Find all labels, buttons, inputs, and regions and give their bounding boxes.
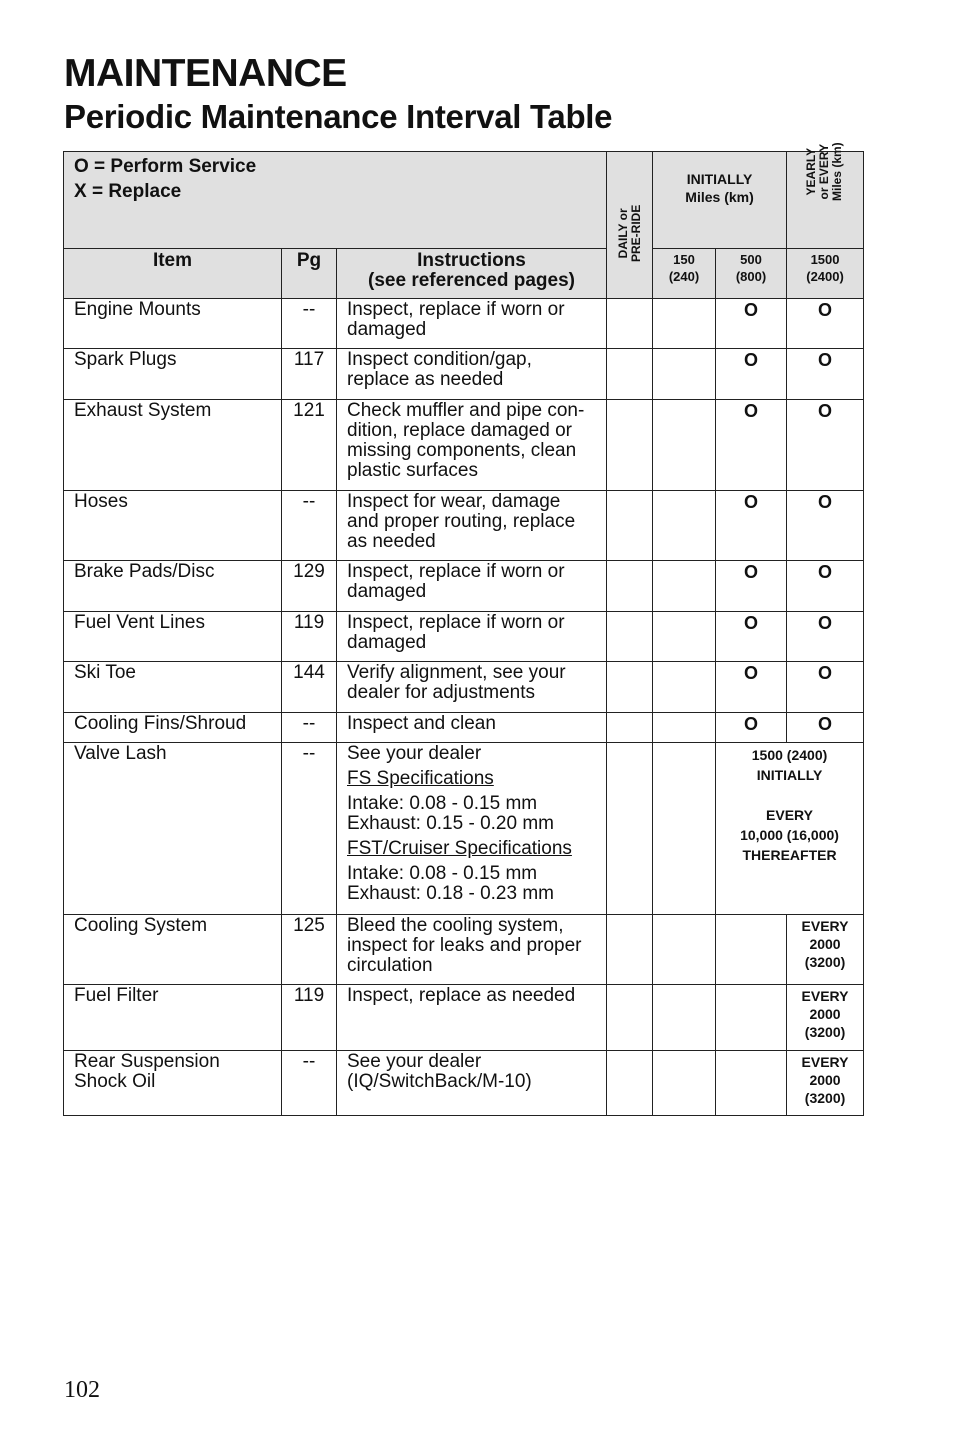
row-daily bbox=[607, 662, 653, 713]
valve-note-line5: THEREAFTER bbox=[742, 847, 837, 863]
row-item: Fuel Filter bbox=[64, 985, 282, 1051]
daily-line2: PRE-RIDE bbox=[628, 204, 643, 262]
row-pg: 125 bbox=[282, 915, 337, 985]
table-row bbox=[64, 612, 864, 662]
table-row bbox=[64, 299, 864, 349]
yearly-line3: Miles (km) bbox=[830, 142, 845, 201]
initially-header bbox=[653, 152, 787, 249]
row-instructions: Bleed the cooling system, inspect for leaks and proper circulation bbox=[337, 915, 607, 985]
instructions-header-line2: (see referenced pages) bbox=[368, 270, 576, 291]
row-instructions bbox=[337, 743, 607, 915]
row-item: Rear Suspension Shock Oil bbox=[64, 1051, 282, 1116]
row-instructions: Inspect, replace as needed bbox=[337, 985, 607, 1051]
row-item: Cooling Fins/Shroud bbox=[64, 713, 282, 743]
row-instructions: See your dealer (IQ/SwitchBack/M-10) bbox=[337, 1051, 607, 1116]
table-row-valve-lash bbox=[64, 743, 864, 915]
row-1500: O bbox=[787, 349, 864, 400]
row-pg: 119 bbox=[282, 985, 337, 1051]
instructions-header-line1: Instructions bbox=[417, 250, 526, 271]
row-pg: -- bbox=[282, 713, 337, 743]
row-daily bbox=[607, 400, 653, 491]
row-item: Exhaust System bbox=[64, 400, 282, 491]
row-instructions: Inspect, replace if worn or damaged bbox=[337, 561, 607, 612]
row-150 bbox=[653, 743, 716, 915]
row-instructions: Verify alignment, see your dealer for adjustments bbox=[337, 662, 607, 713]
legend-replace: X = Replace bbox=[74, 181, 182, 202]
valve-fst-intake: Intake: 0.08 - 0.15 mm bbox=[347, 863, 538, 884]
row-pg: 144 bbox=[282, 662, 337, 713]
table-row bbox=[64, 400, 864, 491]
row-500: O bbox=[716, 713, 787, 743]
row-daily bbox=[607, 561, 653, 612]
row-item: Hoses bbox=[64, 491, 282, 561]
row-daily bbox=[607, 1051, 653, 1116]
col-1500-km: (2400) bbox=[806, 269, 844, 284]
row-pg: -- bbox=[282, 1051, 337, 1116]
row-pg: -- bbox=[282, 491, 337, 561]
col-500-header bbox=[716, 249, 787, 299]
row-150 bbox=[653, 612, 716, 662]
row-instructions: Inspect and clean bbox=[337, 713, 607, 743]
row-pg: 121 bbox=[282, 400, 337, 491]
table-row bbox=[64, 561, 864, 612]
row-item: Valve Lash bbox=[64, 743, 282, 915]
table-row bbox=[64, 662, 864, 713]
row-pg: 119 bbox=[282, 612, 337, 662]
row-instructions: Inspect condition/gap, replace as needed bbox=[337, 349, 607, 400]
row-item: Ski Toe bbox=[64, 662, 282, 713]
yearly-header bbox=[787, 142, 864, 249]
row-daily bbox=[607, 299, 653, 349]
row-instructions: Check muffler and pipe con-dition, replace damaged or missing components, clean plastic surfaces bbox=[337, 400, 607, 491]
row-500: O bbox=[716, 491, 787, 561]
every-km: (3200) bbox=[804, 954, 846, 970]
row-500 bbox=[716, 915, 787, 985]
every-km: (3200) bbox=[804, 1024, 846, 1040]
pg-header: Pg bbox=[282, 249, 337, 299]
col-500-km: (800) bbox=[735, 269, 767, 284]
row-pg: 117 bbox=[282, 349, 337, 400]
row-pg: 129 bbox=[282, 561, 337, 612]
row-150 bbox=[653, 985, 716, 1051]
valve-note-line3: EVERY bbox=[766, 807, 813, 823]
row-daily bbox=[607, 491, 653, 561]
table-row bbox=[64, 985, 864, 1051]
table-row bbox=[64, 1051, 864, 1116]
valve-line-dealer: See your dealer bbox=[347, 743, 482, 764]
row-daily bbox=[607, 349, 653, 400]
page-number: 102 bbox=[64, 1377, 100, 1403]
row-500 bbox=[716, 1051, 787, 1116]
valve-fs-exhaust: Exhaust: 0.15 - 0.20 mm bbox=[347, 813, 554, 834]
row-500: O bbox=[716, 662, 787, 713]
row-item: Fuel Vent Lines bbox=[64, 612, 282, 662]
every-label: EVERY bbox=[801, 988, 849, 1004]
every-miles: 2000 bbox=[809, 936, 841, 952]
row-500: O bbox=[716, 612, 787, 662]
yearly-line1: YEARLY bbox=[804, 147, 819, 196]
row-150 bbox=[653, 561, 716, 612]
row-150 bbox=[653, 491, 716, 561]
row-1500: O bbox=[787, 400, 864, 491]
row-item: Engine Mounts bbox=[64, 299, 282, 349]
row-1500: O bbox=[787, 662, 864, 713]
row-1500: O bbox=[787, 299, 864, 349]
valve-fs-intake: Intake: 0.08 - 0.15 mm bbox=[347, 793, 538, 814]
row-every bbox=[787, 985, 864, 1051]
page-title: MAINTENANCE bbox=[64, 52, 347, 95]
row-daily bbox=[607, 743, 653, 915]
every-label: EVERY bbox=[801, 1054, 849, 1070]
row-500 bbox=[716, 985, 787, 1051]
table-row bbox=[64, 349, 864, 400]
row-150 bbox=[653, 299, 716, 349]
table-row bbox=[64, 713, 864, 743]
row-1500: O bbox=[787, 491, 864, 561]
item-header: Item bbox=[64, 249, 282, 299]
col-150-km: (240) bbox=[668, 269, 700, 284]
valve-note-line4: 10,000 (16,000) bbox=[740, 827, 839, 843]
table-row bbox=[64, 491, 864, 561]
row-1500: O bbox=[787, 561, 864, 612]
row-500: O bbox=[716, 299, 787, 349]
row-instructions: Inspect, replace if worn or damaged bbox=[337, 299, 607, 349]
daily-header bbox=[607, 152, 653, 299]
legend-perform: O = Perform Service bbox=[74, 156, 257, 177]
every-miles: 2000 bbox=[809, 1006, 841, 1022]
col-500-miles: 500 bbox=[740, 252, 762, 267]
instructions-header bbox=[337, 249, 607, 299]
valve-fst-exhaust: Exhaust: 0.18 - 0.23 mm bbox=[347, 883, 554, 904]
yearly-line2: or EVERY bbox=[817, 143, 832, 200]
page-subtitle: Periodic Maintenance Interval Table bbox=[64, 98, 613, 135]
row-500: O bbox=[716, 561, 787, 612]
col-1500-miles: 1500 bbox=[810, 252, 840, 267]
col-150-miles: 150 bbox=[673, 252, 695, 267]
every-miles: 2000 bbox=[809, 1072, 841, 1088]
table-row bbox=[64, 915, 864, 985]
valve-note-line2: INITIALLY bbox=[756, 767, 823, 783]
row-500: O bbox=[716, 349, 787, 400]
row-150 bbox=[653, 662, 716, 713]
daily-line1: DAILY or bbox=[615, 208, 630, 259]
initially-line2: Miles (km) bbox=[685, 189, 754, 205]
row-pg: -- bbox=[282, 743, 337, 915]
row-item: Spark Plugs bbox=[64, 349, 282, 400]
row-150 bbox=[653, 713, 716, 743]
row-500: O bbox=[716, 400, 787, 491]
valve-fs-heading: FS Specifications bbox=[347, 768, 494, 789]
initially-line1: INITIALLY bbox=[686, 171, 753, 187]
row-item: Brake Pads/Disc bbox=[64, 561, 282, 612]
col-1500-header bbox=[787, 249, 864, 299]
row-item: Cooling System bbox=[64, 915, 282, 985]
row-daily bbox=[607, 612, 653, 662]
row-instructions: Inspect, replace if worn or damaged bbox=[337, 612, 607, 662]
legend bbox=[64, 152, 607, 249]
row-150 bbox=[653, 1051, 716, 1116]
valve-interval-note bbox=[716, 743, 864, 915]
row-every bbox=[787, 1051, 864, 1116]
row-1500: O bbox=[787, 612, 864, 662]
every-km: (3200) bbox=[804, 1090, 846, 1106]
every-label: EVERY bbox=[801, 918, 849, 934]
row-daily bbox=[607, 985, 653, 1051]
col-150-header bbox=[653, 249, 716, 299]
row-150 bbox=[653, 915, 716, 985]
row-150 bbox=[653, 349, 716, 400]
row-instructions: Inspect for wear, damage and proper routing, replace as needed bbox=[337, 491, 607, 561]
row-every bbox=[787, 915, 864, 985]
row-pg: -- bbox=[282, 299, 337, 349]
valve-note-line1: 1500 (2400) bbox=[751, 747, 828, 763]
row-daily bbox=[607, 915, 653, 985]
row-150 bbox=[653, 400, 716, 491]
row-1500: O bbox=[787, 713, 864, 743]
row-daily bbox=[607, 713, 653, 743]
valve-fst-heading: FST/Cruiser Specifications bbox=[347, 838, 572, 859]
maintenance-table bbox=[63, 142, 864, 1116]
